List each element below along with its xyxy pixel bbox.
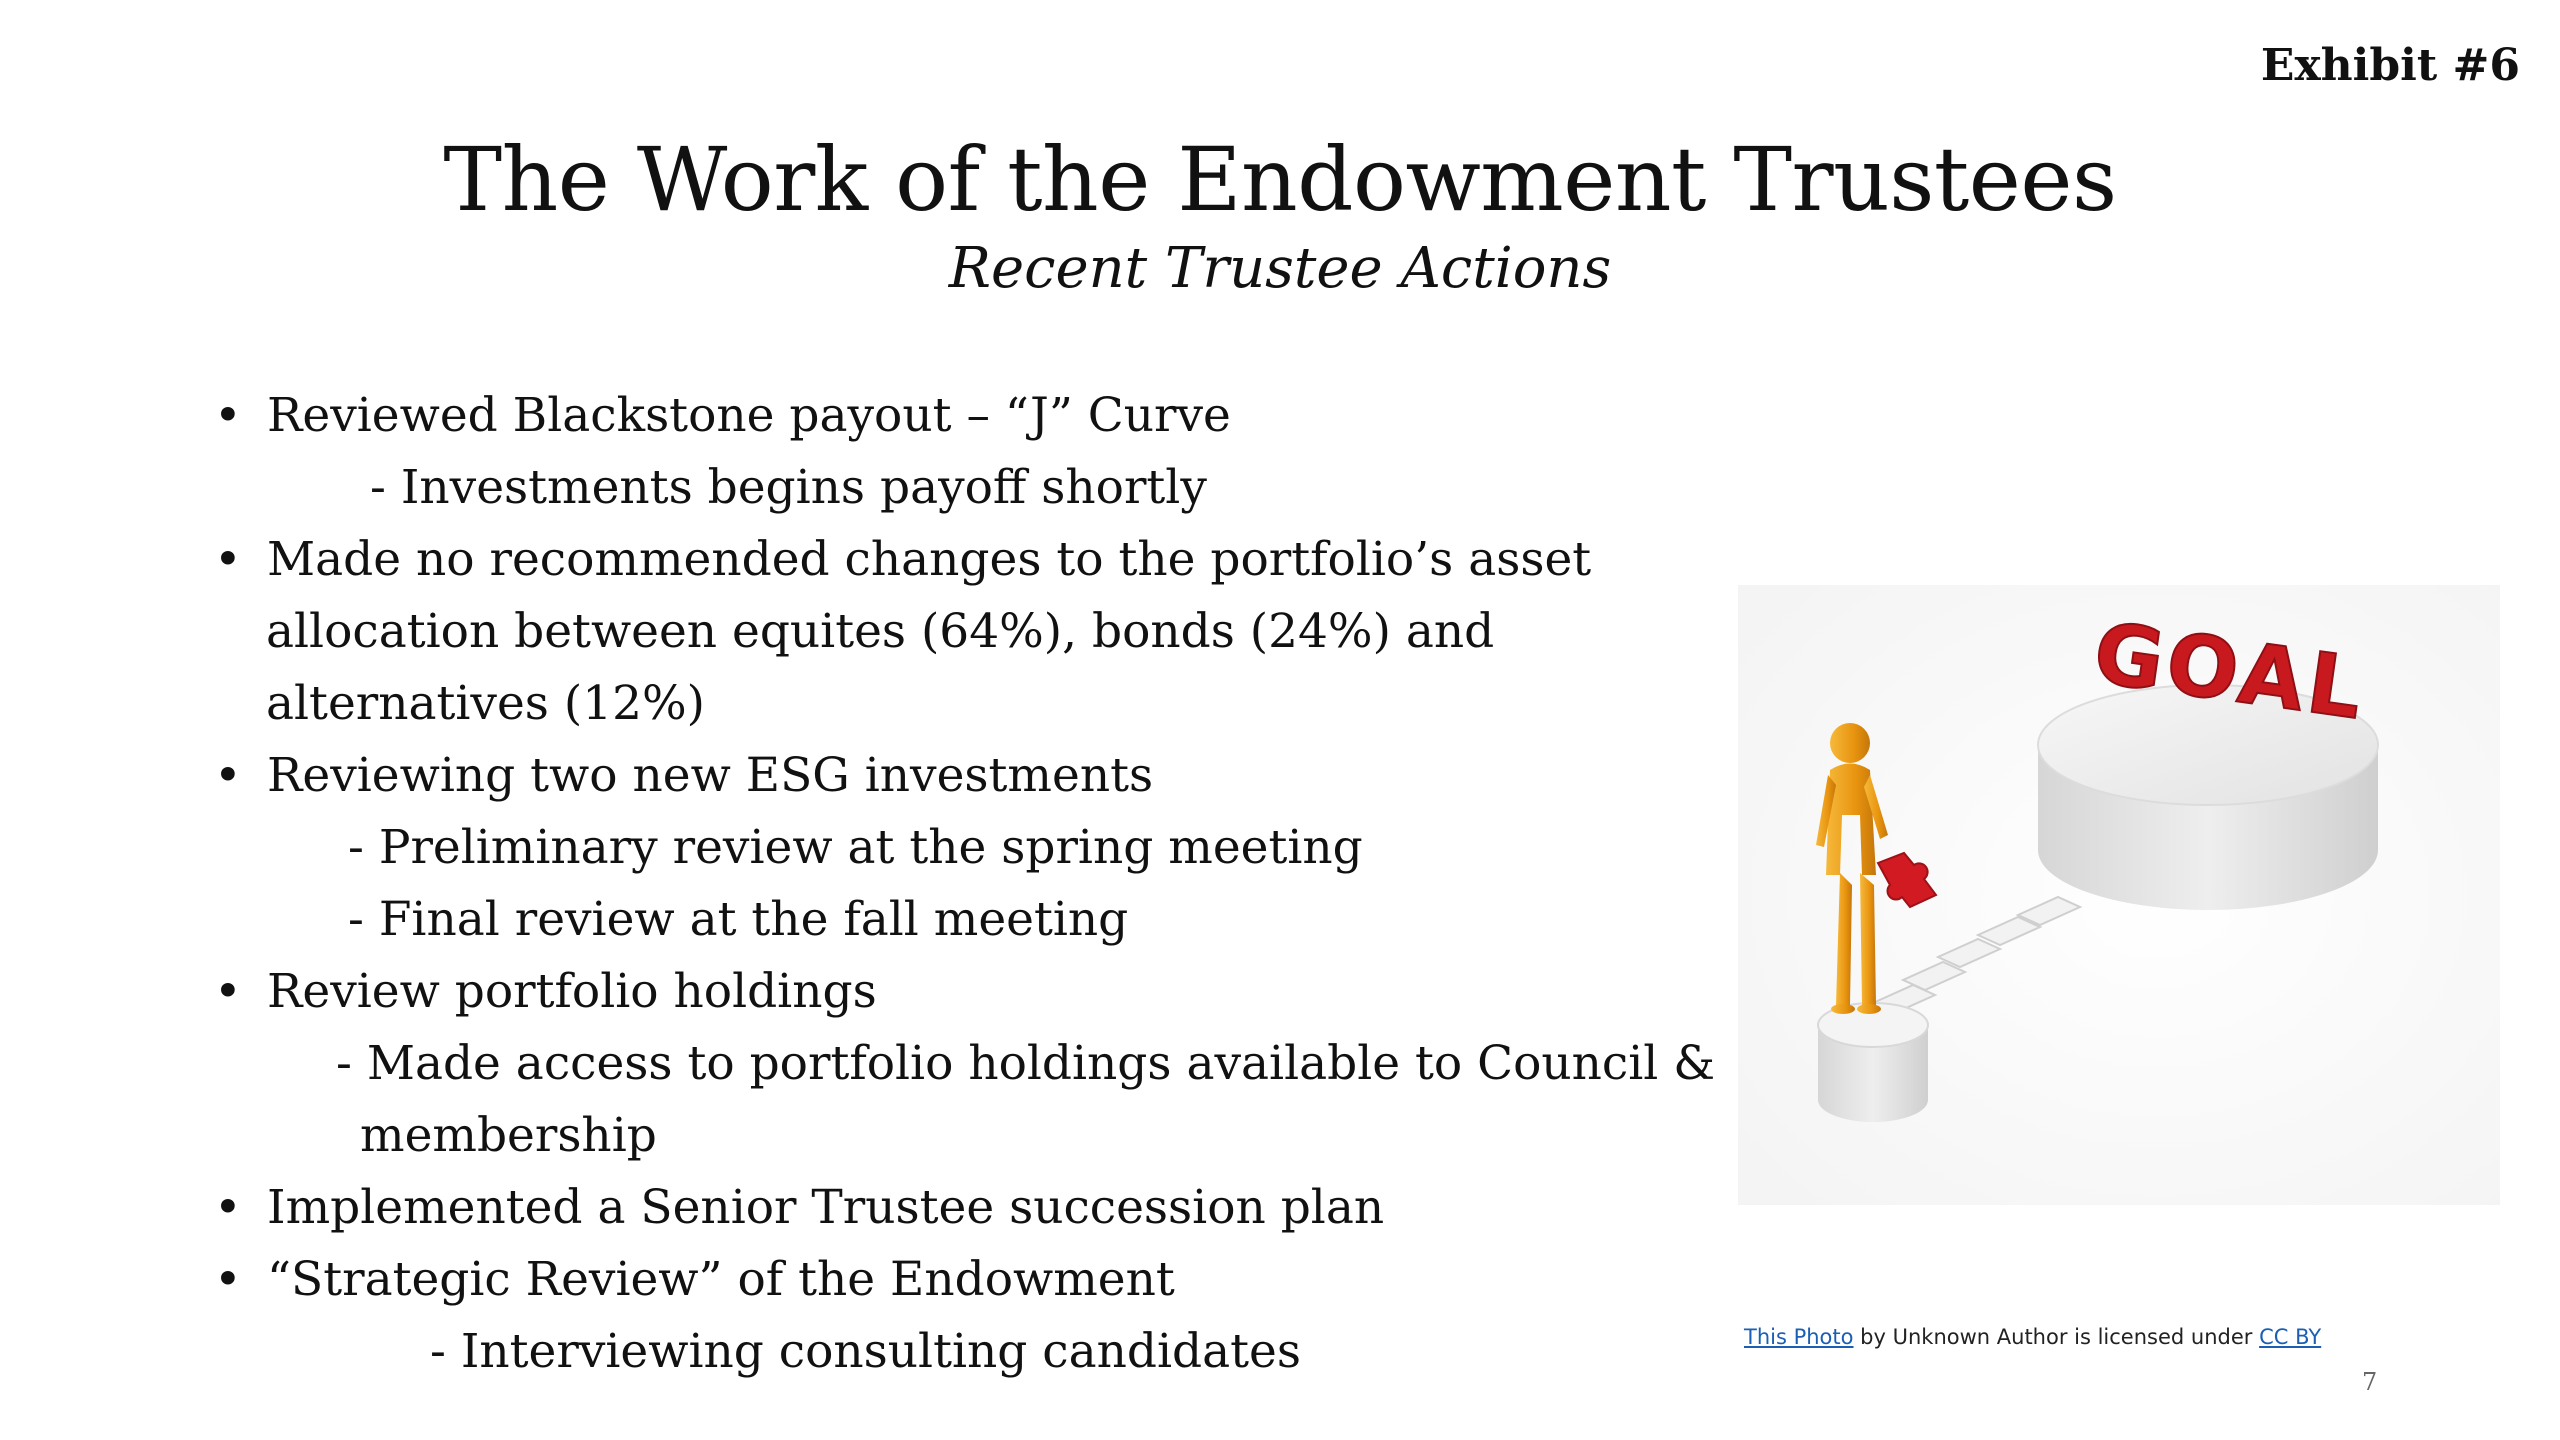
goal-illustration [1738, 585, 2500, 1205]
bullet-marker: • [214, 748, 242, 803]
bullet-marker: • [214, 964, 242, 1019]
license-link[interactable]: CC BY [2259, 1325, 2322, 1349]
slide-title: The Work of the Endowment Trustees [443, 128, 2117, 231]
bullet-text: Implemented a Senior Trustee succession plan [267, 1180, 1385, 1235]
photo-link[interactable]: This Photo [1744, 1325, 1854, 1349]
sub-item-continuation: membership [360, 1108, 657, 1163]
bullet-continuation: alternatives (12%) [266, 676, 705, 731]
bullet-marker: • [214, 388, 242, 443]
bullet-item [210, 956, 1770, 1028]
sub-item: - Final review at the fall meeting [348, 892, 1129, 947]
bullet-item [210, 1244, 1770, 1316]
page-number: 7 [2362, 1368, 2378, 1396]
bullet-text: Reviewed Blackstone payout – “J” Curve [267, 388, 1231, 443]
exhibit-label: Exhibit #6 [2260, 40, 2520, 91]
bullet-text: Review portfolio holdings [267, 964, 877, 1019]
sub-item: - Interviewing consulting candidates [430, 1324, 1301, 1379]
bullet-continuation: allocation between equites (64%), bonds (24%) and [266, 604, 1495, 659]
bullet-list [210, 380, 1770, 1388]
sub-item: - Preliminary review at the spring meeting [348, 820, 1363, 875]
start-pedestal [1818, 1003, 1928, 1122]
bullet-item [210, 1172, 1770, 1244]
photo-credit [1744, 1325, 2321, 1349]
bullet-text: “Strategic Review” of the Endowment [267, 1252, 1175, 1307]
slide-subtitle: Recent Trustee Actions [948, 236, 1612, 301]
goal-text: GOAL [2088, 603, 2372, 739]
bullet-item [210, 524, 1770, 596]
bullet-item [210, 740, 1770, 812]
bullet-item [210, 380, 1770, 452]
sub-item: - Made access to portfolio holdings available to Council & [336, 1036, 1716, 1091]
bullet-marker: • [214, 532, 242, 587]
sub-item: - Investments begins payoff shortly [370, 460, 1207, 515]
credit-text: by Unknown Author is licensed under [1853, 1325, 2260, 1349]
bullet-text: Reviewing two new ESG investments [267, 748, 1154, 803]
bullet-marker: • [214, 1180, 242, 1235]
bullet-text: Made no recommended changes to the portfolio’s asset [267, 532, 1592, 587]
bullet-marker: • [214, 1252, 242, 1307]
